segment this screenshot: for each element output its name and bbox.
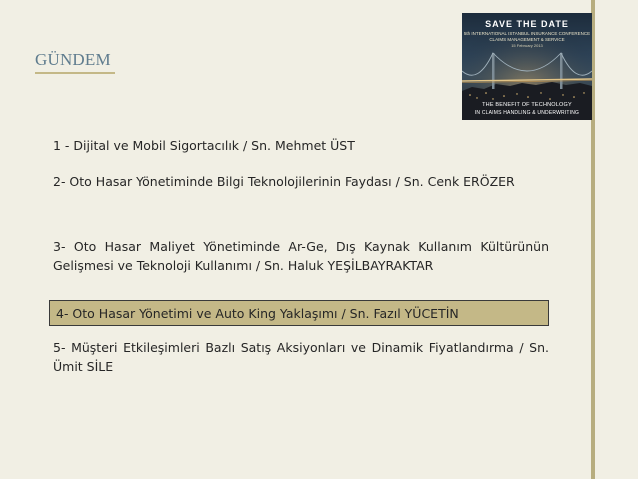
title-underline [35,72,115,74]
slide-title: GÜNDEM [35,50,111,69]
agenda-item: 5- Müşteri Etkileşimleri Bazlı Satış Aksiyonları ve Dinamik Fiyatlandırma / Sn. Ümit SİLE [53,340,549,374]
banner-headline: SAVE THE DATE [485,19,569,29]
agenda-item-highlighted: 4- Oto Hasar Yönetimi ve Auto King Yaklaşımı / Sn. Fazıl YÜCETİN [49,300,549,326]
conference-banner-image [462,13,592,120]
agenda-item: 2- Oto Hasar Yönetiminde Bilgi Teknolojilerinin Faydası / Sn. Cenk ERÖZER [53,174,515,189]
banner-subline: CLAIMS MANAGEMENT & SERVICE [489,37,565,42]
banner-date: 15 February 2013 [511,43,543,48]
banner-tagline: THE BENEFIT OF TECHNOLOGY [482,102,572,108]
banner-tagline: IN CLAIMS HANDLING & UNDERWRITING [474,110,580,116]
agenda-item: 1 - Dijital ve Mobil Sigortacılık / Sn. Mehmet ÜST [53,138,355,153]
agenda-item: 3- Oto Hasar Maliyet Yönetiminde Ar-Ge, Dış Kaynak Kullanım Kültürünün Gelişmesi ve Teknoloji Kullanımı / Sn. Haluk YEŞİLBAYRAKTAR [53,239,549,273]
banner-subline: 5th INTERNATIONAL ISTANBUL INSURANCE CONFERENCE [463,31,591,36]
